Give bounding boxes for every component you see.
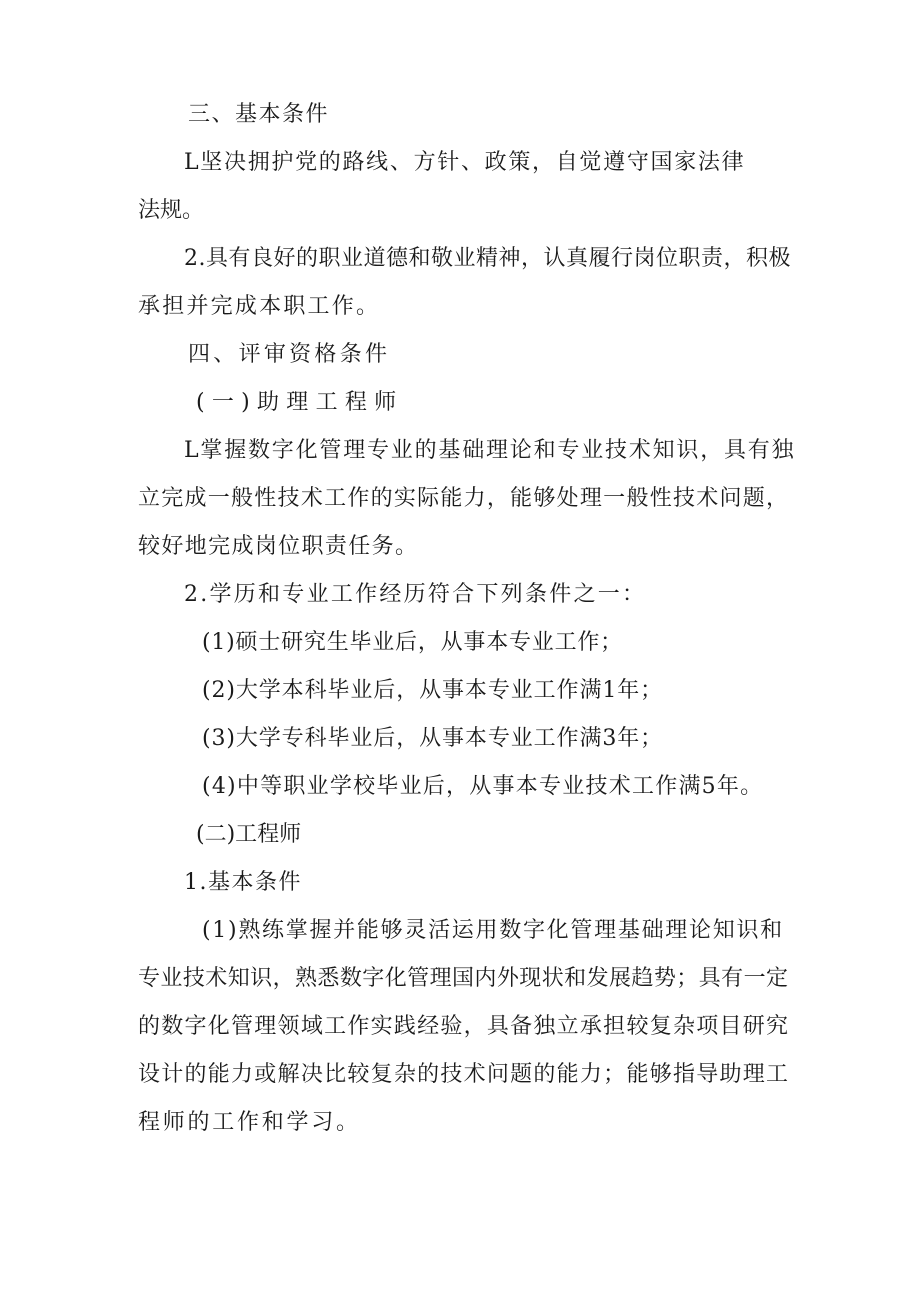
list-item: (2)大学本科毕业后，从事本专业工作满1年； xyxy=(202,678,664,703)
paragraph-line: L坚决拥护党的路线、方针、政策，自觉遵守国家法律 xyxy=(184,150,746,175)
paragraph-line: (1)熟练掌握并能够灵活运用数字化管理基础理论知识和 xyxy=(202,918,784,943)
subsection-heading-assistant-engineer: (一)助理工程师 xyxy=(196,390,404,415)
paragraph-line: 专业技术知识，熟悉数字化管理国内外现状和发展趋势；具有一定 xyxy=(138,966,789,991)
paragraph-line: 承担并完成本职工作。 xyxy=(138,294,381,319)
sub-heading-basic-conditions: 1.基本条件 xyxy=(184,870,302,895)
paragraph-line: 2.学历和专业工作经历符合下列条件之一： xyxy=(184,582,647,607)
paragraph-line: 法规。 xyxy=(138,198,205,223)
paragraph-line: L掌握数字化管理专业的基础理论和专业技术知识，具有独 xyxy=(184,438,796,463)
list-item: (4)中等职业学校毕业后，从事本专业技术工作满5年。 xyxy=(202,774,764,799)
list-item: (1)硕士研究生毕业后，从事本专业工作； xyxy=(202,630,623,655)
paragraph-line: 的数字化管理领域工作实践经验，具备独立承担较复杂项目研究 xyxy=(138,1014,790,1039)
paragraph-line: 设计的能力或解决比较复杂的技术问题的能力；能够指导助理工 xyxy=(138,1062,790,1087)
paragraph-line: 立完成一般性技术工作的实际能力，能够处理一般性技术问题， xyxy=(138,486,790,511)
subsection-heading-engineer: (二)工程师 xyxy=(196,822,302,847)
section-heading-review-qualifications: 四、评审资格条件 xyxy=(188,342,391,367)
paragraph-line: 较好地完成岗位职责任务。 xyxy=(138,534,419,559)
paragraph-line: 2.具有良好的职业道德和敬业精神，认真履行岗位职责，积极 xyxy=(184,246,791,271)
section-heading-basic-conditions: 三、基本条件 xyxy=(188,102,330,127)
paragraph-line: 程师的工作和学习。 xyxy=(138,1110,361,1135)
list-item: (3)大学专科毕业后，从事本专业工作满3年； xyxy=(202,726,664,751)
